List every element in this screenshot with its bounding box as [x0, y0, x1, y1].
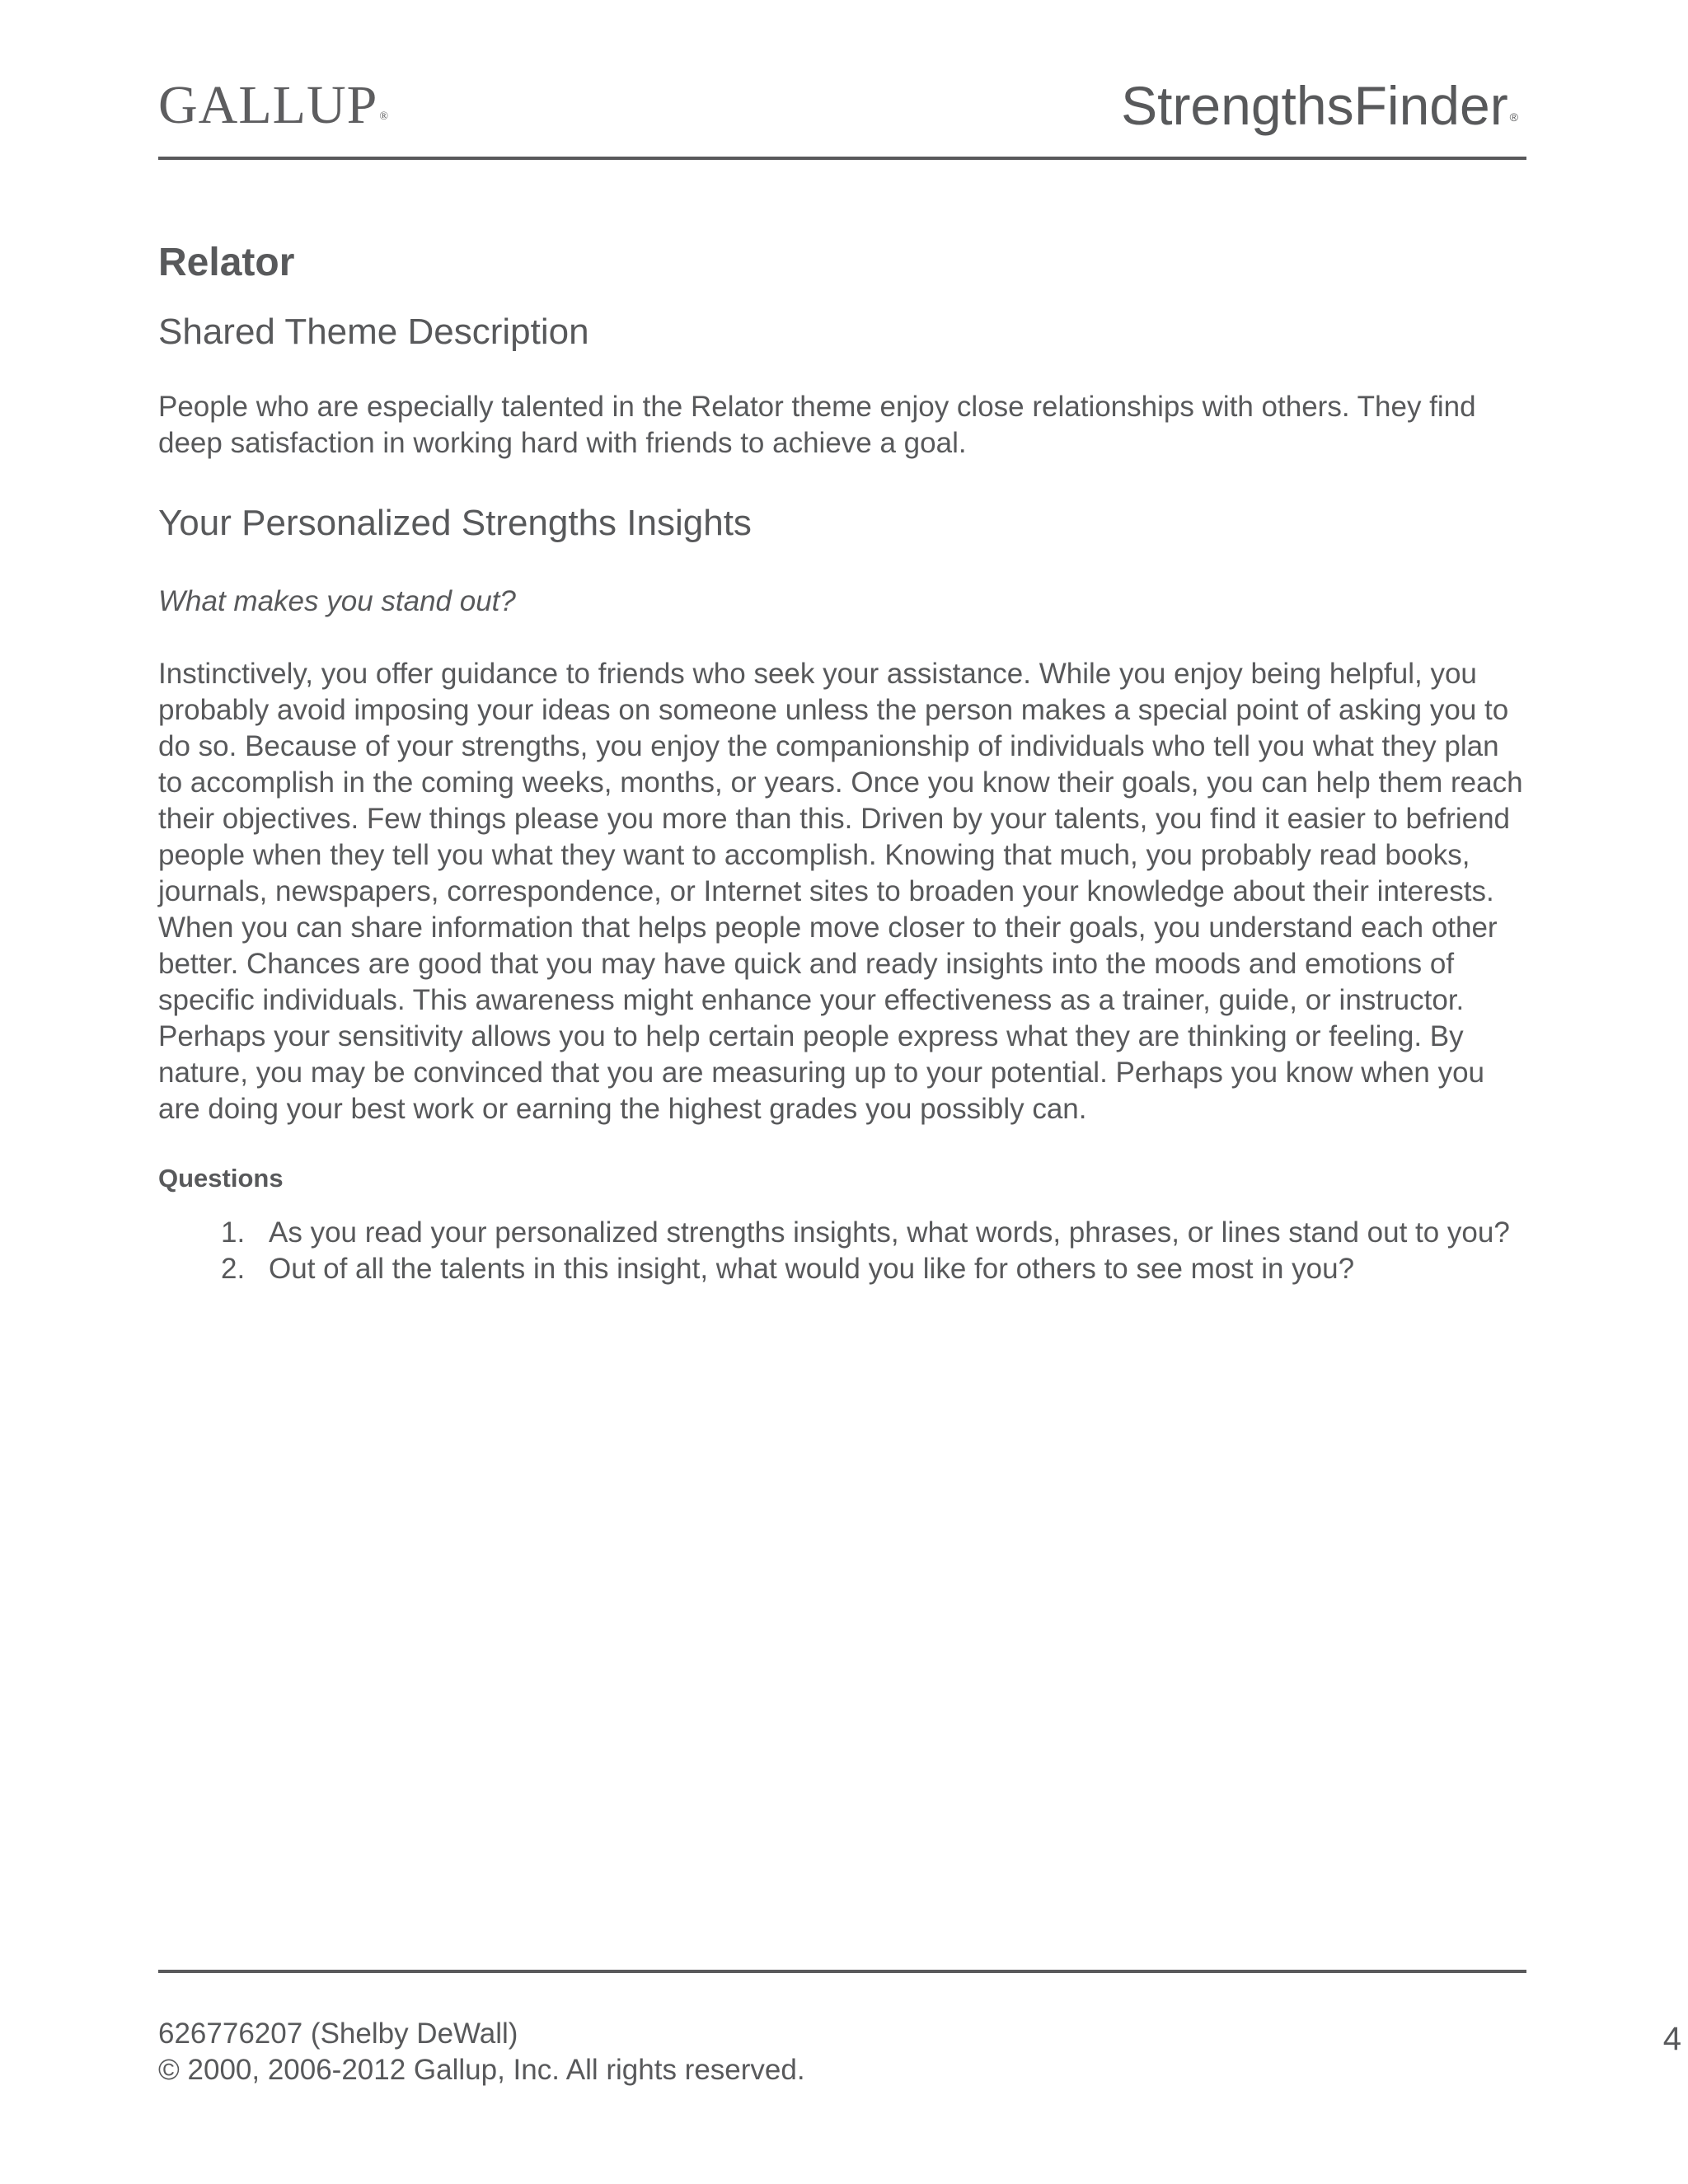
page-header: [158, 73, 1526, 163]
question-number: 2.: [221, 1253, 246, 1285]
theme-title: Relator: [158, 241, 295, 284]
footer-divider: [158, 1970, 1526, 1973]
footer-id-line: 626776207 (Shelby DeWall): [158, 2018, 518, 2050]
shared-theme-description: People who are especially talented in the Relator theme enjoy close relationships with others. They find deep satisfaction in working hard with friends to achieve a goal.: [158, 391, 1476, 459]
questions-list: [158, 1215, 1530, 1287]
question-item: [158, 1215, 1530, 1251]
main-content: [158, 239, 1530, 1287]
logo-text: GALLUP: [158, 75, 378, 135]
header-divider: [158, 157, 1526, 160]
gallup-logo: [158, 73, 389, 138]
insights-subheading: What makes you stand out?: [158, 585, 516, 617]
footer-copyright: © 2000, 2006-2012 Gallup, Inc. All rights reserved.: [158, 2054, 805, 2086]
brand-text: StrengthsFinder: [1121, 75, 1508, 136]
question-item: [158, 1251, 1530, 1287]
logo-registered-mark: ®: [379, 110, 389, 123]
question-text: As you read your personalized strengths insights, what words, phrases, or lines stand out to you?: [269, 1216, 1510, 1249]
page-footer: [158, 2016, 1526, 2088]
insights-body: Instinctively, you offer guidance to friends who seek your assistance. While you enjoy being helpful, you probably avoid imposing your ideas on someone unless the person makes a special point of asking you to do so. Because of your strengths, you enjoy the companionship of individuals who tell you what they plan to accomplish in the coming weeks, months, or years. Once you know their goals, you can help them reach their objectives. Few things please you more than this. Driven by your talents, you find it easier to befriend people when they tell you what they want to accomplish. Knowing that much, you probably read books, journals, newspapers, correspondence, or Internet sites to broaden your knowledge about their interests. When you can share information that helps people move closer to their goals, you understand each other better. Chances are good that you may have quick and ready insights into the moods and emotions of specific individuals. This awareness might enhance your effectiveness as a trainer, guide, or instructor. Perhaps your sensitivity allows you to help certain people express what they are thinking or feeling. By nature, you may be convinced that you are measuring up to your potential. Perhaps you know when you are doing your best work or earning the highest grades you possibly can.: [158, 658, 1523, 1125]
strengthsfinder-brand: [1121, 73, 1518, 138]
insights-heading: Your Personalized Strengths Insights: [158, 503, 752, 543]
shared-theme-heading: Shared Theme Description: [158, 312, 589, 352]
brand-registered-mark: ®: [1509, 110, 1518, 124]
page-number: 4: [1662, 2021, 1681, 2057]
question-number: 1.: [221, 1216, 246, 1249]
question-text: Out of all the talents in this insight, what would you like for others to see most in you?: [269, 1253, 1355, 1285]
questions-label: Questions: [158, 1164, 284, 1193]
